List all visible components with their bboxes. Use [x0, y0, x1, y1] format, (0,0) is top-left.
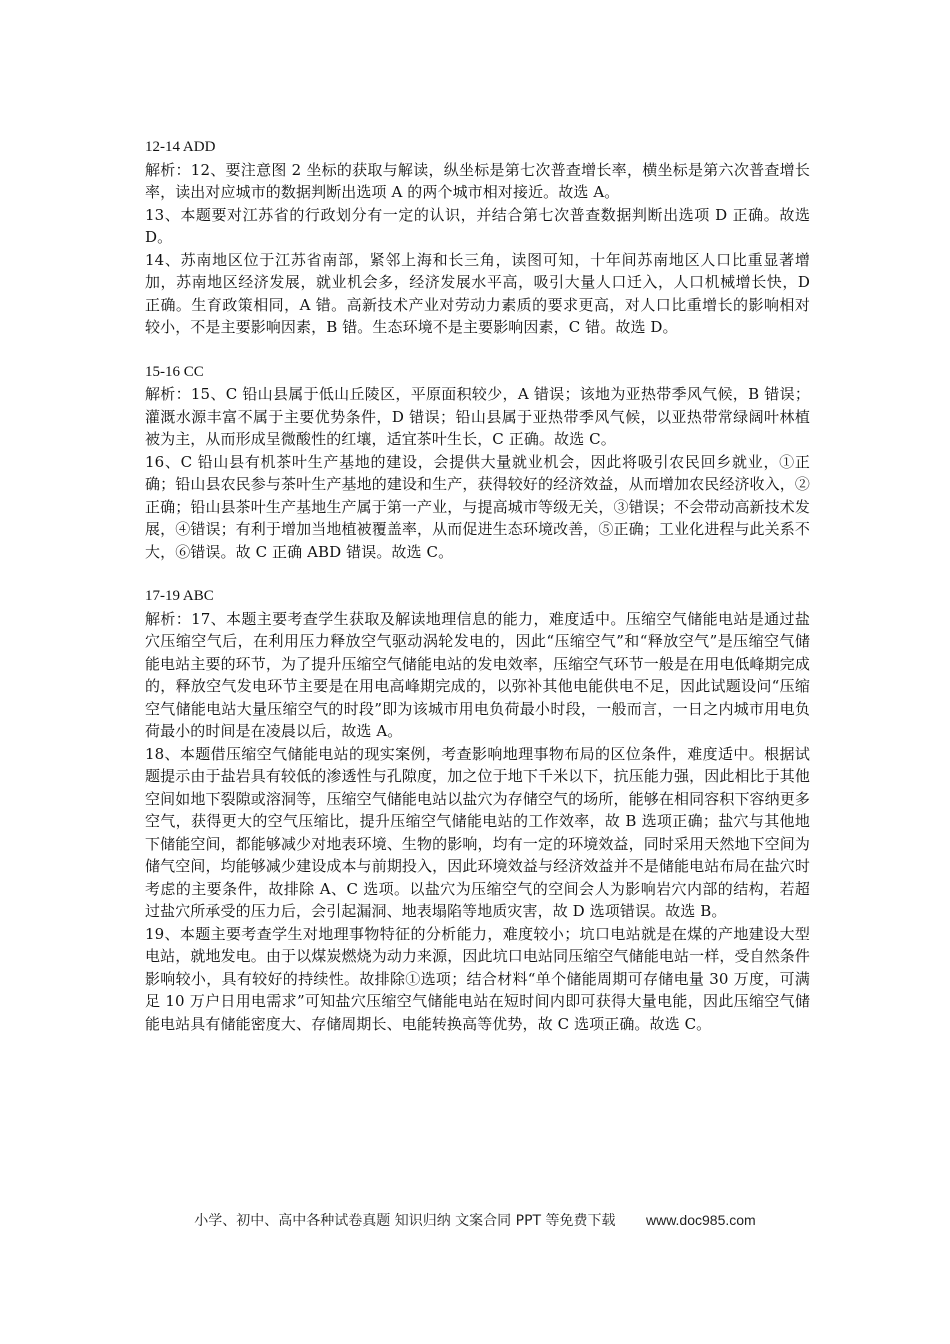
footer-text: 小学、初中、高中各种试卷真题 知识归纳 文案合同 PPT 等免费下载: [194, 1213, 616, 1229]
explanation-paragraph: 19、本题主要考查学生对地理事物特征的分析能力，难度较小；坑口电站就是在煤的产地建设大型电站，就地发电。由于以煤炭燃烧为动力来源，因此坑口电站同压缩空气储能电站一样，受自然条件影响较小，具有较好的持续性。故排除①选项；结合材料“单个储能周期可存储电量 30 万度，可满足 10 万户日用电需求”可知盐穴压缩空气储能电站在短时间内即可获得大量电能，因此压缩空气储能电站具有储能密度大、存储周期长、电能转换高等优势，故 C 选项正确。故选 C。: [145, 924, 810, 1033]
answer-section-15-16: [145, 361, 810, 564]
explanation-paragraph: 18、本题借压缩空气储能电站的现实案例，考查影响地理事物布局的区位条件，难度适中。根据试题提示由于盐岩具有较低的渗透性与孔隙度，加之位于地下千米以下，抗压能力强，因此相比于其他空间如地下裂隙或溶洞等，压缩空气储能电站以盐穴为存储空气的场所，能够在相同容积下容纳更多空气，获得更大的空气压缩比，提升压缩空气储能电站的工作效率，故 B 选项正确；盐穴与其他地下储能空间，都能够减少对地表环境、生物的影响，均有一定的环境效益，同时采用天然地下空间为储气空间，均能够减少建设成本与前期投入，因此环境效益与经济效益并不是储能电站布局在盐穴时考虑的主要条件，故排除 A、C 选项。以盐穴为压缩空气的空间会人为影响岩穴内部的结构，若超过盐穴所承受的压力后，会引起漏洞、地表塌陷等地质灾害，故 D 选项错误。故选 B。: [145, 744, 810, 920]
answer-header: 15-16 CC: [145, 363, 204, 380]
answer-section-17-19: [145, 585, 810, 1035]
page-footer: [0, 1210, 950, 1230]
document-body: [145, 136, 810, 1057]
footer-url-link[interactable]: www.doc985.com: [645, 1212, 756, 1228]
answer-header: 17-19 ABC: [145, 588, 214, 604]
explanation-paragraph: 解析：15、C 铅山县属于低山丘陵区，平原面积较少，A 错误；该地为亚热带季风气候，B 错误；灌溉水源丰富不属于主要优势条件，D 错误；铅山县属于亚热带季风气候，以亚热带常绿阔叶林植被为主，从而形成呈微酸性的红壤，适宜茶叶生长，C 正确。故选 C。: [145, 385, 810, 448]
answer-header: 12-14 ADD: [145, 139, 216, 155]
explanation-paragraph: 解析：12、要注意图 2 坐标的获取与解读，纵坐标是第七次普查增长率，横坐标是第六次普查增长率，读出对应城市的数据判断出选项 A 的两个城市相对接近。故选 A。: [145, 160, 810, 201]
explanation-paragraph: 13、本题要对江苏省的行政划分有一定的认识，并结合第七次普查数据判断出选项 D 正确。故选 D。: [145, 205, 810, 246]
explanation-paragraph: 16、C 铅山县有机茶叶生产基地的建设，会提供大量就业机会，因此将吸引农民回乡就业，①正确；铅山县农民参与茶叶生产基地的建设和生产，获得较好的经济效益，从而增加农民经济收入，②正确；铅山县茶叶生产基地生产属于第一产业，与提高城市等级无关，③错误；不会带动高新技术发展，④错误；有利于增加当地植被覆盖率，从而促进生态环境改善，⑤正确；工业化进程与此关系不大，⑥错误。故 C 正确 ABD 错误。故选 C。: [145, 452, 810, 561]
answer-section-12-14: [145, 136, 810, 339]
explanation-paragraph: 解析：17、本题主要考查学生获取及解读地理信息的能力，难度适中。压缩空气储能电站是通过盐穴压缩空气后，在利用压力释放空气驱动涡轮发电的，因此“压缩空气”和“释放空气”是压缩空气储能电站主要的环节，为了提升压缩空气储能电站的发电效率，压缩空气环节一般是在用电低峰期完成的，释放空气发电环节主要是在用电高峰期完成的，以弥补其他电能供电不足，因此试题设问“压缩空气储能电站大量压缩空气的时段”即为该城市用电负荷最小时段，一般而言，一日之内城市用电负荷最小的时间是在凌晨以后，故选 A。: [145, 609, 810, 740]
explanation-paragraph: 14、苏南地区位于江苏省南部，紧邻上海和长三角，读图可知，十年间苏南地区人口比重显著增加，苏南地区经济发展，就业机会多，经济发展水平高，吸引大量人口迁入，人口机械增长快，D 正确。生育政策相同，A 错。高新技术产业对劳动力素质的要求更高，对人口比重增长的影响相对较小，不是主要影响因素，B 错。生态环境不是主要影响因素，C 错。故选 D。: [145, 250, 810, 336]
